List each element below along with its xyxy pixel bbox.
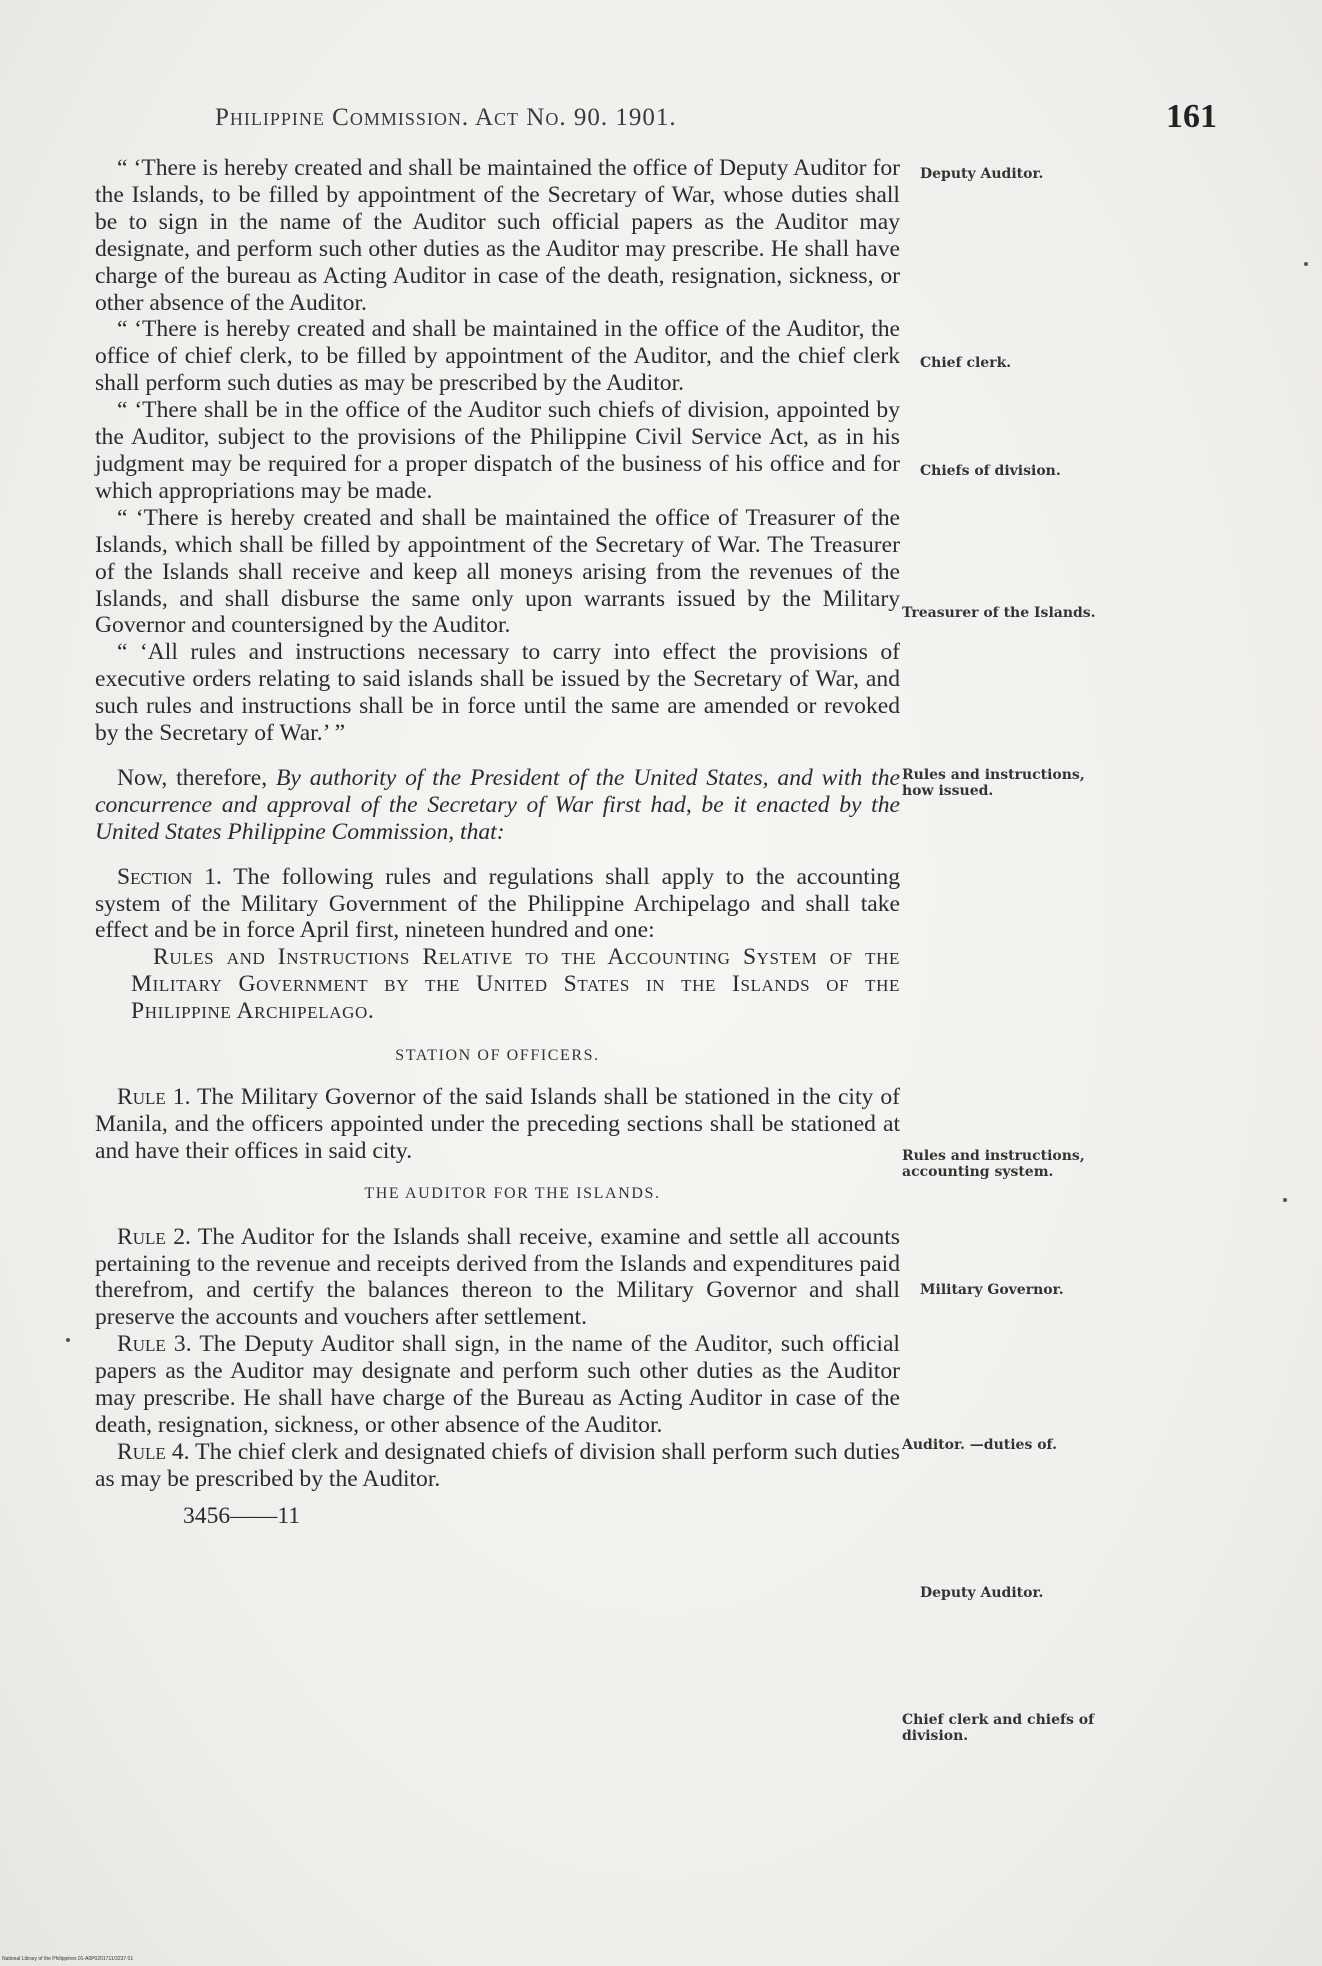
- enacting-clause: By authority of the President of the United States, and with the concurrence and approval of the Secretary of War first had, be it enacted by the United States Philippine Commission, that:: [95, 764, 900, 845]
- margin-note-deputy-auditor: Deputy Auditor.: [920, 166, 1044, 182]
- station-heading: STATION OF OFFICERS.: [395, 1047, 600, 1065]
- margin-note-military-governor: Military Governor.: [920, 1282, 1064, 1298]
- paragraph-rule-2: [95, 1224, 900, 1332]
- scan-credit: National Library of the Philippines 01-A0P0201711/3237 01: [2, 1956, 134, 1962]
- section-1-label: Section 1.: [117, 863, 222, 890]
- signature-mark: 3456——11: [183, 1502, 301, 1529]
- rules-heading: Rules and Instructions Relative to the Accounting System of the Military Government by the United States in the Islands of the Philippine Archipelago.: [131, 944, 900, 1025]
- rule-2-label: Rule 2.: [117, 1223, 191, 1250]
- margin-note-rules-accounting: Rules and instructions, accounting system.: [902, 1148, 1085, 1180]
- body-text: [95, 155, 900, 1530]
- paragraph-rule-4: [95, 1439, 900, 1493]
- paragraph-chiefs-of-division: “ ‘There shall be in the office of the Auditor such chiefs of division, appointed by the Auditor, subject to the provisions of the Philippine Civil Service Act, as in his judgment may be required for a proper dispatch of the business of his office and for which appropriations may be made.: [95, 397, 900, 504]
- margin-note-rules-issued: Rules and instructions, how issued.: [902, 767, 1085, 799]
- rule-4-label: Rule 4.: [117, 1438, 190, 1465]
- paragraph-rules-issued: “ ‘All rules and instructions necessary to carry into effect the provisions of executive orders relating to said islands shall be issued by the Secretary of War, and such rules and instructions shall be in force until the same are amended or revoked by the Secretary of War.’ ”: [95, 639, 900, 747]
- rule-1-text: The Military Governor of the said Islands shall be stationed in the city of Manila, and the officers appointed under the preceding sections shall be stationed at and have their offices in said city.: [95, 1084, 900, 1164]
- paragraph-rule-3: [95, 1331, 900, 1439]
- running-head: Philippine Commission. Act No. 90. 1901.: [215, 104, 677, 131]
- paragraph-treasurer: “ ‘There is hereby created and shall be maintained the office of Treasurer of the Islands, which shall be filled by appointment of the Secretary of War. The Treasurer of the Islands shall receive and keep all moneys arising from the revenues of the Islands, and shall disburse the same only upon warrants issued by the Military Governor and countersigned by the Auditor.: [95, 504, 900, 639]
- margin-note-chief-clerk: Chief clerk.: [920, 355, 1012, 371]
- paragraph-deputy-auditor: “ ‘There is hereby created and shall be maintained the office of Deputy Auditor for the Islands, to be filled by appointment of the Secretary of War, whose duties shall be to sign in the name of the Auditor such official papers as the Auditor may designate, and perform such other duties as the Auditor may prescribe. He shall have charge of the bureau as Acting Auditor in case of the death, resignation, sickness, or other absence of the Auditor.: [95, 155, 900, 316]
- margin-note-auditor-duties: Auditor. —duties of.: [902, 1437, 1057, 1453]
- margin-note-deputy-auditor-2: Deputy Auditor.: [920, 1585, 1044, 1601]
- auditor-heading: THE AUDITOR FOR THE ISLANDS.: [364, 1184, 661, 1202]
- margin-note-chief-clerk-chiefs: Chief clerk and chiefs of division.: [902, 1712, 1095, 1744]
- paragraph-chief-clerk: “ ‘There is hereby created and shall be maintained in the office of the Auditor, the office of chief clerk, to be filled by appointment of the Auditor, and the chief clerk shall perform such duties as may be prescribed by the Auditor.: [95, 316, 900, 397]
- rule-2-text: The Auditor for the Islands shall receive, examine and settle all accounts pertaining to the revenue and receipts derived from the Islands and expenditures paid therefrom, and certify the balances thereon to the Military Governor and shall preserve the accounts and vouchers after settlement.: [95, 1223, 900, 1331]
- paragraph-section-1: [95, 864, 900, 945]
- scan-speck: [66, 1338, 70, 1342]
- now-therefore-lead: Now, therefore,: [117, 764, 276, 791]
- rule-1-label: Rule 1.: [117, 1084, 191, 1110]
- rule-3-label: Rule 3.: [117, 1331, 192, 1358]
- scan-speck: [1283, 1198, 1287, 1202]
- scan-speck: [1304, 262, 1308, 266]
- section-1-text: The following rules and regulations shall apply to the accounting system of the Military Government of the Philippine Archipelago and shall take effect and be in force April first, nineteen hundred and one:: [95, 863, 900, 944]
- page-number: 161: [1166, 98, 1217, 135]
- rule-4-text: The chief clerk and designated chiefs of division shall perform such duties as may be prescribed by the Auditor.: [95, 1438, 900, 1492]
- margin-note-treasurer: Treasurer of the Islands.: [902, 605, 1096, 621]
- paragraph-rule-1: [95, 1084, 900, 1165]
- rule-3-text: The Deputy Auditor shall sign, in the name of the Auditor, such official papers as the Auditor may designate and perform such other duties as the Auditor may prescribe. He shall have charge of the Bureau as Acting Auditor in case of the death, resignation, sickness, or other absence of the Auditor.: [95, 1331, 900, 1438]
- paragraph-now-therefore: [95, 765, 900, 846]
- margin-note-chiefs-of-division: Chiefs of division.: [920, 463, 1061, 479]
